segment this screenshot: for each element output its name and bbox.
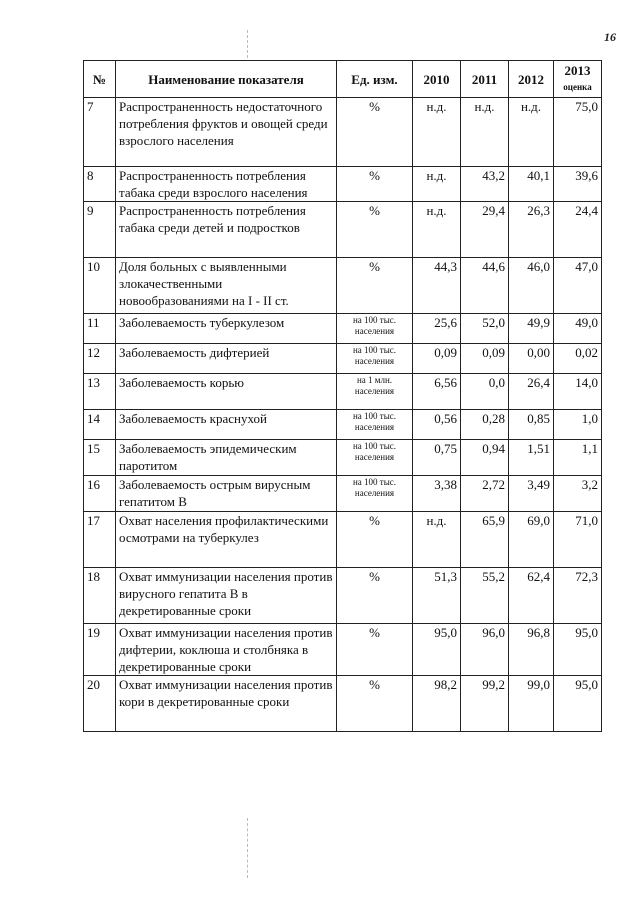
value-2010: 3,38 [413, 476, 461, 512]
value-2012: 26,3 [509, 202, 554, 258]
value-2010: 98,2 [413, 676, 461, 732]
value-2012: 99,0 [509, 676, 554, 732]
unit-of-measure: на 100 тыс. населения [337, 410, 413, 440]
value-2012: н.д. [509, 98, 554, 167]
unit-of-measure: на 100 тыс. населения [337, 476, 413, 512]
value-2010: 0,56 [413, 410, 461, 440]
table-header-row [84, 61, 602, 98]
table-row [84, 568, 602, 624]
table-row [84, 314, 602, 344]
value-2012: 0,00 [509, 344, 554, 374]
value-2013: 75,0 [554, 98, 602, 167]
header-unit: Ед. изм. [337, 61, 413, 98]
indicator-name: Охват иммунизации населения против вирусного гепатита В в декретированные сроки [116, 568, 337, 624]
row-number: 14 [84, 410, 116, 440]
value-2010: 0,09 [413, 344, 461, 374]
value-2011: 44,6 [461, 258, 509, 314]
header-2012: 2012 [509, 61, 554, 98]
header-2013-note: оценка [563, 82, 592, 92]
indicator-name: Охват иммунизации населения против кори в декретированные сроки [116, 676, 337, 732]
value-2013: 3,2 [554, 476, 602, 512]
page-number: 16 [604, 30, 616, 44]
unit-of-measure: % [337, 568, 413, 624]
header-num: № [84, 61, 116, 98]
value-2011: 55,2 [461, 568, 509, 624]
value-2012: 40,1 [509, 167, 554, 202]
row-number: 19 [84, 624, 116, 676]
table-row [84, 258, 602, 314]
value-2012: 96,8 [509, 624, 554, 676]
value-2010: н.д. [413, 98, 461, 167]
unit-of-measure: на 100 тыс. населения [337, 344, 413, 374]
scan-mark-top [247, 30, 248, 58]
value-2011: 99,2 [461, 676, 509, 732]
unit-of-measure: % [337, 167, 413, 202]
header-2010: 2010 [413, 61, 461, 98]
value-2013: 1,0 [554, 410, 602, 440]
value-2011: 43,2 [461, 167, 509, 202]
indicator-name: Распространенность потребления табака среди детей и подростков [116, 202, 337, 258]
table-row [84, 440, 602, 476]
unit-of-measure: % [337, 202, 413, 258]
indicator-name: Заболеваемость краснухой [116, 410, 337, 440]
header-name: Наименование показателя [116, 61, 337, 98]
value-2013: 95,0 [554, 624, 602, 676]
unit-of-measure: на 100 тыс. населения [337, 440, 413, 476]
value-2013: 14,0 [554, 374, 602, 410]
value-2010: 25,6 [413, 314, 461, 344]
value-2013: 72,3 [554, 568, 602, 624]
indicator-name: Заболеваемость эпидемическим паротитом [116, 440, 337, 476]
table-row [84, 167, 602, 202]
table-row [84, 624, 602, 676]
value-2010: 0,75 [413, 440, 461, 476]
indicator-name: Распространенность недостаточного потребления фруктов и овощей среди взрослого населения [116, 98, 337, 167]
value-2011: 29,4 [461, 202, 509, 258]
unit-of-measure: % [337, 512, 413, 568]
value-2011: 0,94 [461, 440, 509, 476]
value-2012: 49,9 [509, 314, 554, 344]
row-number: 8 [84, 167, 116, 202]
row-number: 15 [84, 440, 116, 476]
value-2012: 62,4 [509, 568, 554, 624]
value-2013: 47,0 [554, 258, 602, 314]
value-2010: 6,56 [413, 374, 461, 410]
indicator-name: Охват населения профилактическими осмотрами на туберкулез [116, 512, 337, 568]
unit-of-measure: % [337, 258, 413, 314]
value-2012: 3,49 [509, 476, 554, 512]
indicator-name: Заболеваемость острым вирусным гепатитом В [116, 476, 337, 512]
value-2013: 0,02 [554, 344, 602, 374]
value-2012: 26,4 [509, 374, 554, 410]
value-2011: 0,0 [461, 374, 509, 410]
value-2013: 24,4 [554, 202, 602, 258]
indicator-name: Доля больных с выявленными злокачественными новообразованиями на I - II ст. [116, 258, 337, 314]
indicator-name: Охват иммунизации населения против дифтерии, коклюша и столбняка в декретированные сроки [116, 624, 337, 676]
value-2012: 1,51 [509, 440, 554, 476]
value-2013: 49,0 [554, 314, 602, 344]
indicators-table [83, 60, 602, 732]
table-row [84, 676, 602, 732]
row-number: 18 [84, 568, 116, 624]
value-2010: 95,0 [413, 624, 461, 676]
value-2012: 69,0 [509, 512, 554, 568]
value-2011: 52,0 [461, 314, 509, 344]
indicator-name: Заболеваемость дифтерией [116, 344, 337, 374]
row-number: 7 [84, 98, 116, 167]
table-row [84, 202, 602, 258]
unit-of-measure: на 1 млн. населения [337, 374, 413, 410]
unit-of-measure: % [337, 676, 413, 732]
row-number: 12 [84, 344, 116, 374]
scan-mark-bottom [247, 818, 248, 878]
row-number: 16 [84, 476, 116, 512]
value-2010: н.д. [413, 512, 461, 568]
row-number: 9 [84, 202, 116, 258]
row-number: 17 [84, 512, 116, 568]
value-2011: 0,09 [461, 344, 509, 374]
unit-of-measure: % [337, 624, 413, 676]
row-number: 11 [84, 314, 116, 344]
value-2013: 39,6 [554, 167, 602, 202]
table-body [84, 98, 602, 732]
value-2011: 0,28 [461, 410, 509, 440]
table-row [84, 410, 602, 440]
table-row [84, 98, 602, 167]
value-2013: 71,0 [554, 512, 602, 568]
indicator-name: Заболеваемость туберкулезом [116, 314, 337, 344]
value-2012: 0,85 [509, 410, 554, 440]
indicator-name: Распространенность потребления табака среди взрослого населения [116, 167, 337, 202]
value-2010: н.д. [413, 167, 461, 202]
value-2011: 65,9 [461, 512, 509, 568]
header-2013 [554, 61, 602, 98]
table-row [84, 512, 602, 568]
table-row [84, 476, 602, 512]
unit-of-measure: на 100 тыс. населения [337, 314, 413, 344]
header-2011: 2011 [461, 61, 509, 98]
row-number: 10 [84, 258, 116, 314]
table-row [84, 344, 602, 374]
value-2011: 2,72 [461, 476, 509, 512]
value-2011: 96,0 [461, 624, 509, 676]
table-row [84, 374, 602, 410]
value-2010: н.д. [413, 202, 461, 258]
row-number: 20 [84, 676, 116, 732]
value-2010: 51,3 [413, 568, 461, 624]
unit-of-measure: % [337, 98, 413, 167]
value-2013: 1,1 [554, 440, 602, 476]
value-2010: 44,3 [413, 258, 461, 314]
header-2013-year: 2013 [564, 63, 591, 78]
row-number: 13 [84, 374, 116, 410]
value-2013: 95,0 [554, 676, 602, 732]
value-2011: н.д. [461, 98, 509, 167]
value-2012: 46,0 [509, 258, 554, 314]
indicator-name: Заболеваемость корью [116, 374, 337, 410]
